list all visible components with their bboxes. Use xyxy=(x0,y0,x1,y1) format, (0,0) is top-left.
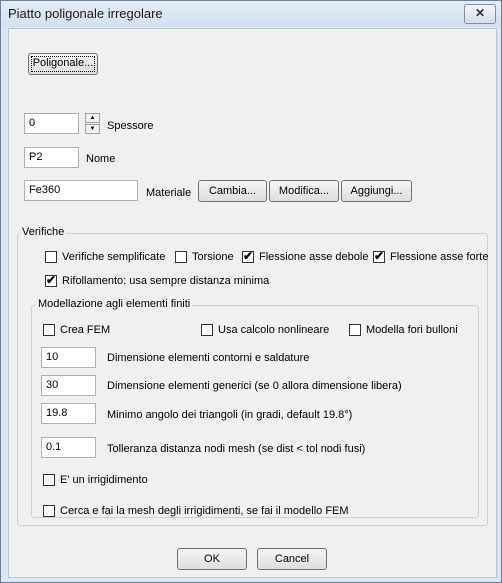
aggiungi-button[interactable]: Aggiungi... xyxy=(341,180,412,202)
mesh-irrigidimenti-label: Cerca e fai la mesh degli irrigidimenti, se fai il modello FEM xyxy=(60,505,349,517)
cambia-button[interactable]: Cambia... xyxy=(198,180,267,202)
dim-generici-input[interactable]: 30 xyxy=(41,375,96,396)
nonlineare-label: Usa calcolo nonlineare xyxy=(218,324,330,336)
title-bar xyxy=(1,1,501,27)
dialog-body xyxy=(8,28,497,578)
spessore-input[interactable]: 0 xyxy=(24,113,79,134)
fem-title: Modellazione agli elementi finiti xyxy=(38,298,191,310)
flessione-forte-label: Flessione asse forte xyxy=(390,251,489,263)
verifiche-semplificate-checkbox[interactable] xyxy=(45,251,57,263)
rifollamento-label: Rifollamento: usa sempre distanza minima xyxy=(62,275,270,287)
nome-input[interactable]: P2 xyxy=(24,147,79,168)
irrigidimento-label: E' un irrigidimento xyxy=(60,474,148,486)
tolleranza-label: Tolleranza distanza nodi mesh (se dist < tol nodi fusi) xyxy=(107,443,366,455)
crea-fem-label: Crea FEM xyxy=(60,324,111,336)
irrigidimento-checkbox[interactable] xyxy=(43,474,55,486)
window-title: Piatto poligonale irregolare xyxy=(8,6,163,21)
mesh-irrigidimenti-checkbox[interactable] xyxy=(43,505,55,517)
min-angolo-input[interactable]: 19.8 xyxy=(41,403,96,424)
flessione-forte-checkbox[interactable]: ✔ xyxy=(374,249,385,263)
materiale-input[interactable]: Fe360 xyxy=(24,180,138,201)
torsione-label: Torsione xyxy=(192,251,234,263)
cancel-button[interactable]: Cancel xyxy=(257,548,327,570)
dim-contorni-input[interactable]: 10 xyxy=(41,347,96,368)
flessione-debole-label: Flessione asse debole xyxy=(259,251,369,263)
min-angolo-label: Minimo angolo dei triangoli (in gradi, default 19.8°) xyxy=(107,409,353,421)
nonlineare-checkbox[interactable] xyxy=(201,324,213,336)
fori-bulloni-checkbox[interactable] xyxy=(349,324,361,336)
rifollamento-checkbox[interactable]: ✔ xyxy=(46,273,57,287)
modifica-button[interactable]: Modifica... xyxy=(269,180,339,202)
poligonale-button[interactable]: Poligonale... xyxy=(28,53,98,75)
verifiche-title: Verifiche xyxy=(22,226,65,238)
verifiche-semplificate-label: Verifiche semplificate xyxy=(62,251,166,263)
spessore-label: Spessore xyxy=(107,120,154,132)
flessione-debole-checkbox[interactable]: ✔ xyxy=(243,249,254,263)
nome-label: Nome xyxy=(86,153,116,165)
crea-fem-checkbox[interactable] xyxy=(43,324,55,336)
spin-up-icon[interactable]: ▲ xyxy=(85,113,100,123)
spessore-spinner[interactable] xyxy=(85,113,100,135)
spin-down-icon[interactable]: ▼ xyxy=(85,124,100,134)
torsione-checkbox[interactable] xyxy=(175,251,187,263)
ok-button[interactable]: OK xyxy=(177,548,247,570)
dim-generici-label: Dimensione elementi generici (se 0 allora dimensione libera) xyxy=(107,380,402,392)
dim-contorni-label: Dimensione elementi contorni e saldature xyxy=(107,352,310,364)
tolleranza-input[interactable]: 0.1 xyxy=(41,437,96,458)
close-button[interactable] xyxy=(464,4,496,24)
close-icon: ✕ xyxy=(474,6,486,20)
materiale-label: Materiale xyxy=(146,187,192,199)
fori-bulloni-label: Modella fori bulloni xyxy=(366,324,458,336)
